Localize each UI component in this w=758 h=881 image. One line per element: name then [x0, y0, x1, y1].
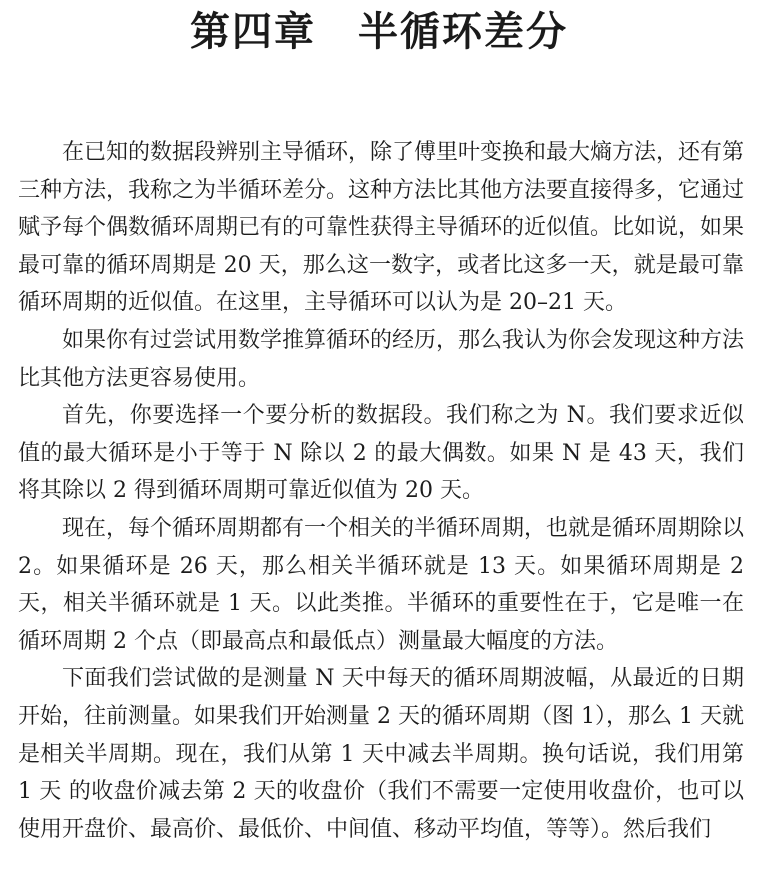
- paragraph-1: 在已知的数据段辨别主导循环，除了傅里叶变换和最大熵方法，还有第三种方法，我称之为半循环差分。这种方法比其他方法要直接得多，它通过赋予每个偶数循环周期已有的可靠性获得主导循环的近似值。比如说，如果最可靠的循环周期是 20 天，那么这一数字，或者比这多一天，就是最可靠循环周期的近似值。在这里，主导循环可以认为是 20–21 天。: [18, 140, 745, 316]
- paragraph-2: 如果你有过尝试用数学推算循环的经历，那么我认为你会发现这种方法比其他方法更容易使用。: [18, 327, 745, 391]
- body-text: [18, 134, 744, 848]
- chapter-number: 第四章: [190, 9, 316, 55]
- paragraph-5: 下面我们尝试做的是测量 N 天中每天的循环周期波幅，从最近的日期开始，往前测量。如果我们开始测量 2 天的循环周期（图 1），那么 1 天就是相关半周期。现在，我们从第 1 天中减去半周期。换句话说，我们用第 1 天 的收盘价减去第 2 天的收盘价（我们不需要一定使用收盘价，也可以使用开盘价、最高价、最低价、中间值、移动平均值，等等）。然后我们: [18, 666, 744, 842]
- paragraph-3: 首先，你要选择一个要分析的数据段。我们称之为 N。我们要求近似值的最大循环是小于等于 N 除以 2 的最大偶数。如果 N 是 43 天，我们将其除以 2 得到循环周期可靠近似值为 20 天。: [18, 403, 744, 504]
- paragraph-4: 现在，每个循环周期都有一个相关的半循环周期，也就是循环周期除以 2。如果循环是 26 天，那么相关半循环就是 13 天。如果循环周期是 2 天，相关半循环就是 1 天。以此类推。半循环的重要性在于，它是唯一在循环周期 2 个点（即最高点和最低点）测量最大幅度的方法。: [18, 515, 745, 654]
- chapter-title: 半循环差分: [358, 9, 568, 55]
- chapter-heading: [0, 4, 758, 60]
